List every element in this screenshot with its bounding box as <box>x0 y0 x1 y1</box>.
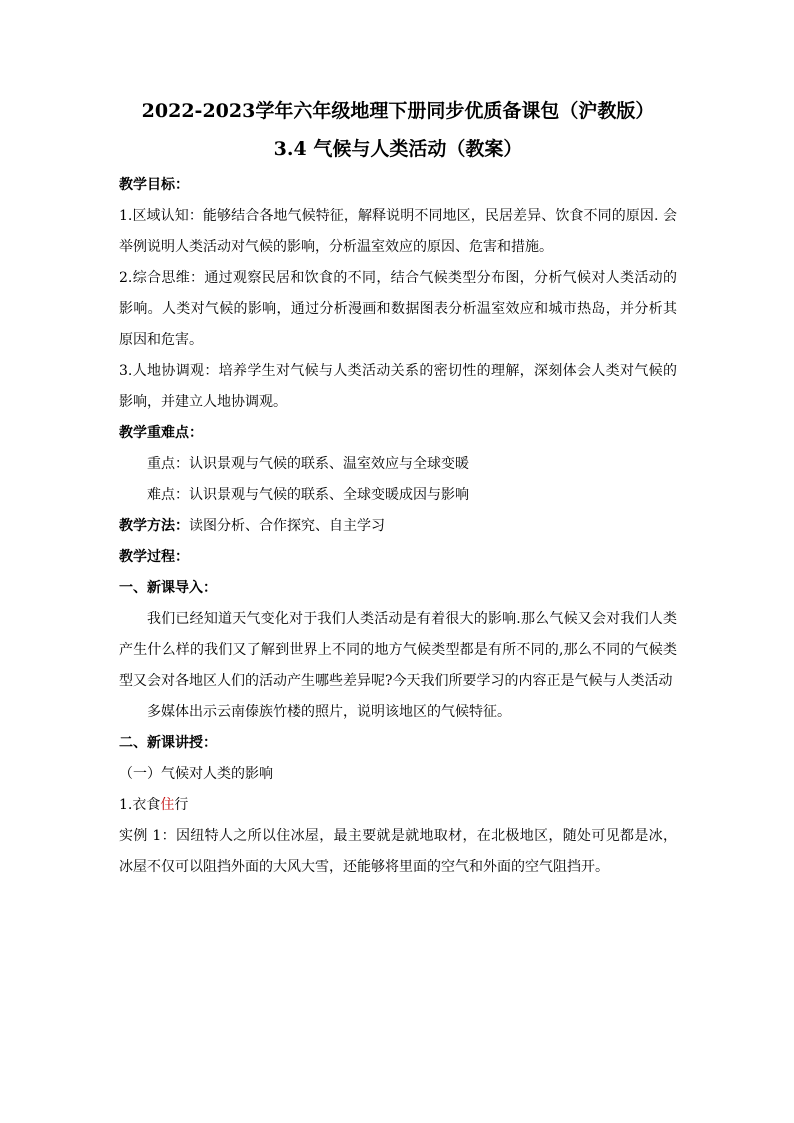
document-subtitle: 3.4 气候与人类活动（教案） <box>273 138 523 160</box>
goal-item-3: 3.人地协调观：培养学生对气候与人类活动关系的密切性的理解，深刻体会人类对气候的影响，并建立人地协调观。 <box>119 363 677 410</box>
document-body <box>119 92 677 883</box>
item-heading-accent: 住 <box>160 797 175 813</box>
methods-heading: 教学方法： <box>119 518 189 534</box>
document-title: 2022-2023学年六年级地理下册同步优质备课包（沪教版） <box>141 100 655 122</box>
multimedia-paragraph: 多媒体出示云南傣族竹楼的照片，说明该地区的气候特征。 <box>147 704 511 720</box>
difficult-point: 难点：认识景观与气候的联系、全球变暖成因与影响 <box>147 487 469 503</box>
section1-heading: 一、新课导入： <box>119 580 217 596</box>
goals-heading: 教学目标： <box>119 177 189 193</box>
key-point: 重点：认识景观与气候的联系、温室效应与全球变暖 <box>147 456 469 472</box>
methods-text: 读图分析、合作探究、自主学习 <box>189 518 385 534</box>
item-heading-prefix: 1.衣食 <box>119 797 161 813</box>
example-paragraph: 实例 1：因纽特人之所以住冰屋，最主要就是就地取材，在北极地区，随处可见都是冰，冰屋不仅可以阻挡外面的大风大雪，还能够将里面的空气和外面的空气阻挡开。 <box>119 828 677 875</box>
goal-item-1: 1.区域认知：能够结合各地气候特征，解释说明不同地区，民居差异、饮食不同的原因. 会举例说明人类活动对气候的影响，分析温室效应的原因、危害和措施。 <box>119 208 677 255</box>
subsection-heading: （一）气候对人类的影响 <box>119 766 273 782</box>
goal-item-2: 2.综合思维：通过观察民居和饮食的不同，结合气候类型分布图，分析气候对人类活动的影响。人类对气候的影响，通过分析漫画和数据图表分析温室效应和城市热岛，并分析其原因和危害。 <box>119 270 677 348</box>
item-heading-suffix: 行 <box>174 797 189 813</box>
intro-paragraph: 我们已经知道天气变化对于我们人类活动是有着很大的影响.那么气候又会对我们人类产生什么样的我们又了解到世界上不同的地方气候类型都是有所不同的,那么不同的气候类型又会对各地区人们的活动产生哪些差异呢?今天我们所要学习的内容正是气候与人类活动 <box>119 611 677 689</box>
methods-line <box>119 511 677 542</box>
process-heading: 教学过程： <box>119 549 189 565</box>
item-heading <box>119 790 677 821</box>
key-points-heading: 教学重难点： <box>119 425 203 441</box>
section2-heading: 二、新课讲授： <box>119 735 217 751</box>
